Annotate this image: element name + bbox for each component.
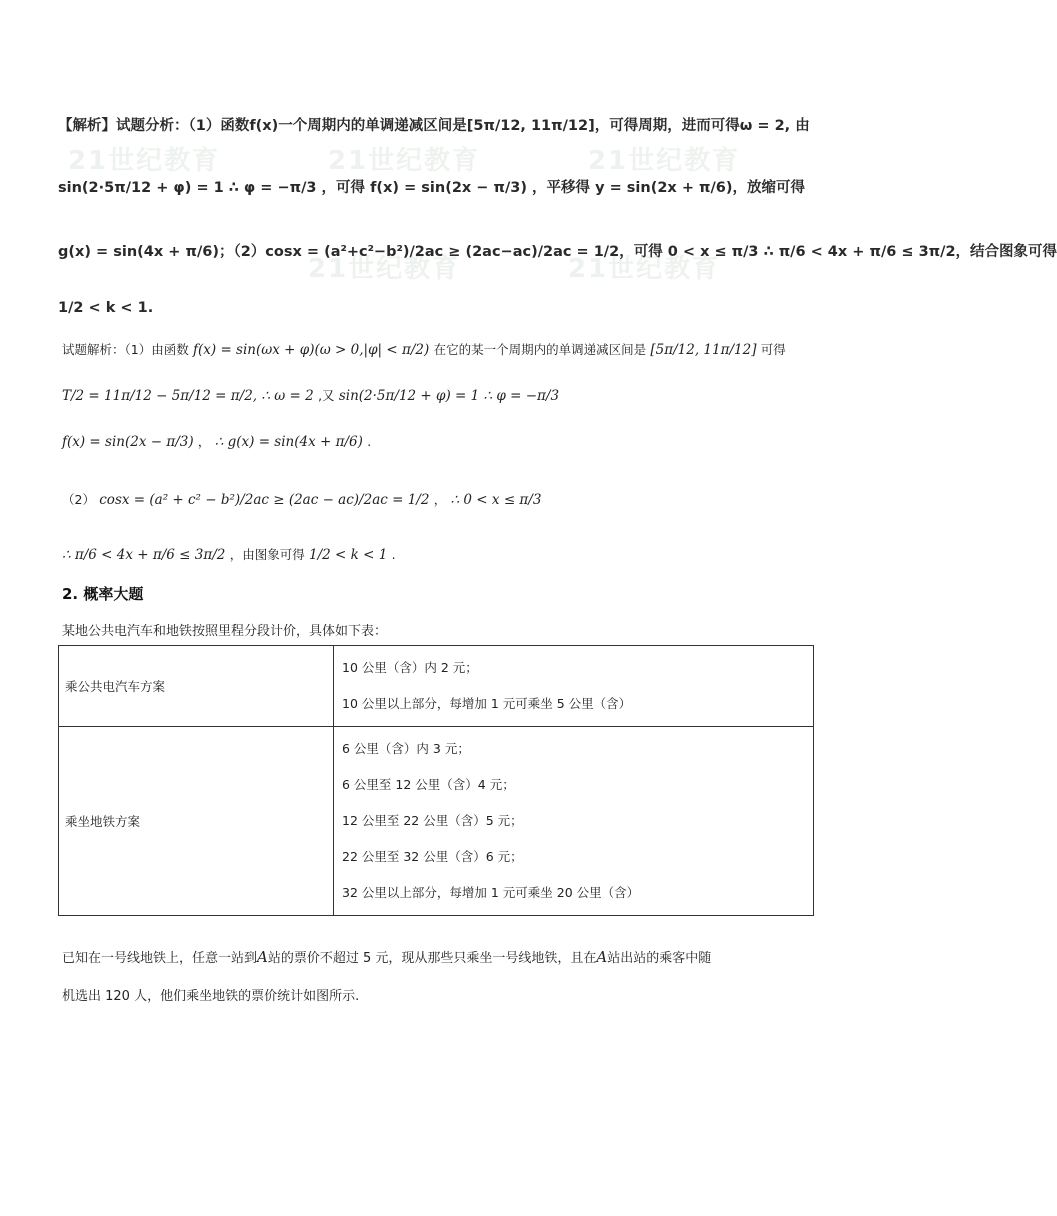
details-cell bbox=[334, 727, 814, 916]
detail-line: 12 公里至 22 公里（含）5 元； bbox=[342, 813, 523, 828]
solution-line-3 bbox=[62, 432, 822, 450]
fare-table bbox=[58, 645, 814, 916]
solution-line-5 bbox=[62, 545, 822, 563]
watermark-text: 21世纪教育 bbox=[568, 254, 721, 284]
analysis-line-1: 【解析】试题分析：（1）函数f(x)一个周期内的单调递减区间是[5π/12, 11π/12]，可得周期，进而可得ω = 2, 由 bbox=[58, 118, 810, 134]
details-cell bbox=[334, 646, 814, 727]
question-text: 站出站的乘客中随 bbox=[607, 951, 712, 966]
solution-text: 可得 bbox=[760, 342, 786, 357]
detail-line: 22 公里至 32 公里（含）6 元； bbox=[342, 849, 523, 864]
solution-text: . bbox=[367, 434, 372, 449]
solution-line-2 bbox=[62, 386, 822, 404]
interval-formula: [5π/12, 11π/12] bbox=[650, 342, 757, 358]
analysis-scan-image bbox=[58, 100, 1057, 330]
watermark-text: 21世纪教育 bbox=[68, 146, 221, 176]
question-text: 已知在一号线地铁上，任意一站到 bbox=[62, 951, 258, 966]
gx-formula: ∴ g(x) = sin(4x + π/6) bbox=[214, 434, 363, 450]
station-symbol: A bbox=[596, 948, 608, 966]
detail-line: 6 公里（含）内 3 元； bbox=[342, 741, 470, 756]
function-formula: f(x) = sin(ωx + φ)(ω > 0,|φ| < π/2) bbox=[193, 342, 430, 358]
analysis-line-4: 1/2 < k < 1. bbox=[58, 300, 154, 316]
solution-text: ， bbox=[197, 434, 211, 449]
period-formula: T/2 = 11π/12 − 5π/12 = π/2, ∴ ω = 2 bbox=[62, 388, 314, 404]
angle-range-formula: ∴ π/6 < 4x + π/6 ≤ 3π/2 bbox=[62, 547, 226, 563]
intro-text: 某地公共电汽车和地铁按照里程分段计价，具体如下表： bbox=[62, 624, 388, 639]
solution-label: 试题解析：（1）由函数 bbox=[62, 342, 189, 357]
section-heading: 2. 概率大题 bbox=[62, 585, 144, 603]
station-symbol: A bbox=[257, 948, 268, 966]
cos-formula: cosx = (a² + c² − b²)/2ac ≥ (2ac − ac)/2ac = 1/2 bbox=[99, 492, 430, 508]
detail-line: 10 公里（含）内 2 元； bbox=[342, 660, 478, 675]
analysis-line-3: g(x) = sin(4x + π/6)；（2）cosx = (a²+c²−b²)/2ac ≥ (2ac−ac)/2ac = 1/2，可得 0 < x ≤ π/3 ∴ π/6 < 4x + π/6 ≤ 3π/2，结合图象可得 bbox=[58, 244, 1057, 260]
detail-line: 32 公里以上部分，每增加 1 元可乘坐 20 公里（含） bbox=[342, 885, 640, 900]
x-range-formula: ∴ 0 < x ≤ π/3 bbox=[450, 492, 542, 508]
table-row bbox=[59, 646, 814, 727]
k-range-formula: 1/2 < k < 1 bbox=[309, 547, 388, 563]
solution-text: ，由图象可得 bbox=[229, 547, 305, 562]
solution-label: （2） bbox=[62, 492, 95, 507]
watermark-text: 21世纪教育 bbox=[588, 146, 741, 176]
solution-text: ， bbox=[433, 492, 447, 507]
question-paragraph bbox=[62, 938, 818, 1016]
detail-line: 10 公里以上部分，每增加 1 元可乘坐 5 公里（含） bbox=[342, 696, 632, 711]
solution-text: 在它的某一个周期内的单调递减区间是 bbox=[433, 342, 647, 357]
plan-cell: 乘坐地铁方案 bbox=[59, 727, 334, 916]
detail-line: 6 公里至 12 公里（含）4 元； bbox=[342, 777, 515, 792]
table-row bbox=[59, 727, 814, 916]
question-text: 站的票价不超过 5 元，现从那些只乘坐一号线地铁，且在 bbox=[267, 951, 597, 966]
solution-line-4 bbox=[62, 490, 822, 508]
phi-formula: sin(2·5π/12 + φ) = 1 ∴ φ = −π/3 bbox=[338, 388, 560, 404]
solution-text: ,又 bbox=[318, 388, 335, 403]
question-text: 机选出 120 人，他们乘坐地铁的票价统计如图所示. bbox=[62, 989, 360, 1004]
analysis-line-2: sin(2·5π/12 + φ) = 1 ∴ φ = −π/3 ，可得 f(x) = sin(2x − π/3) ，平移得 y = sin(2x + π/6)，放缩可得 bbox=[58, 180, 805, 196]
solution-line-1 bbox=[62, 340, 822, 358]
watermark-text: 21世纪教育 bbox=[308, 254, 461, 284]
watermark-text: 21世纪教育 bbox=[328, 146, 481, 176]
fx-formula: f(x) = sin(2x − π/3) bbox=[62, 434, 194, 450]
plan-cell: 乘公共电汽车方案 bbox=[59, 646, 334, 727]
solution-text: . bbox=[391, 547, 396, 562]
